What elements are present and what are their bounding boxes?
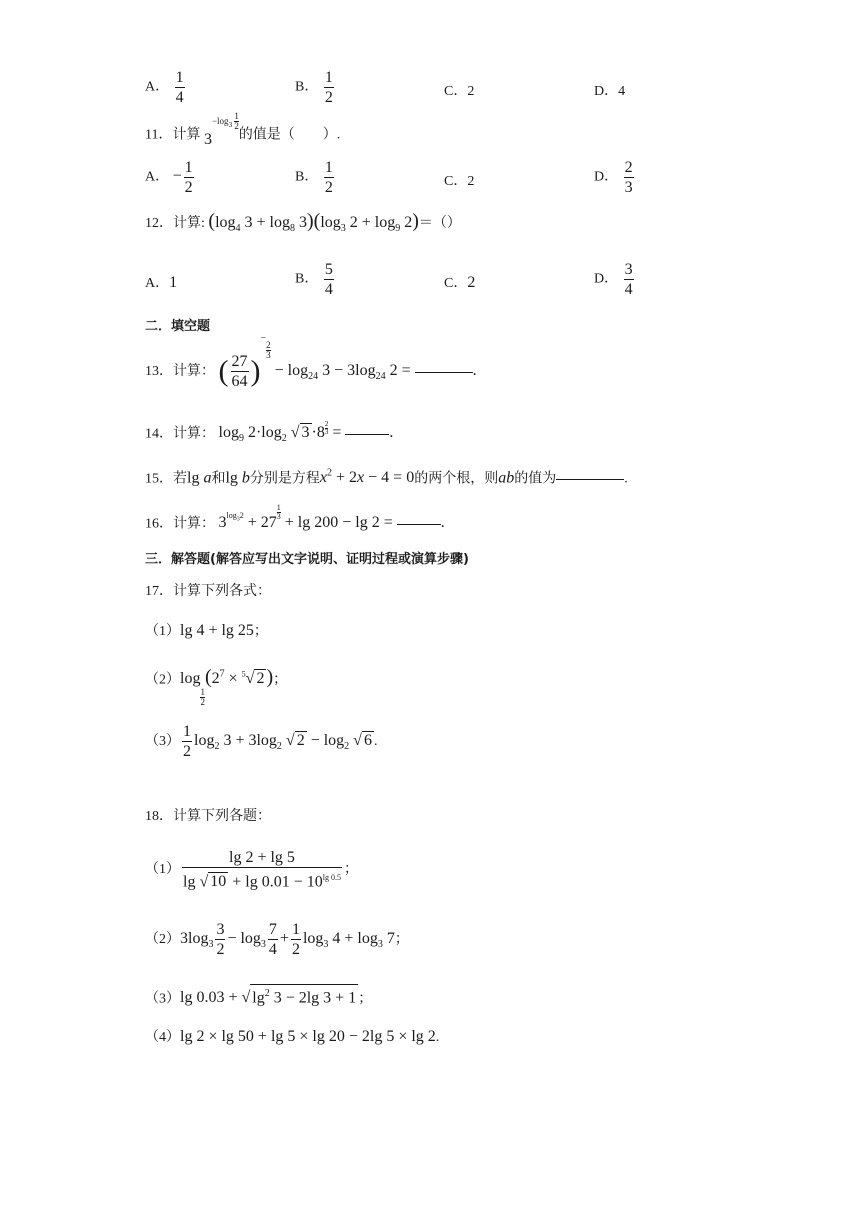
q12-option-a[interactable]: A．1 <box>145 274 178 291</box>
q11-option-a[interactable]: A． − $\frac{1}{2}$ <box>145 159 193 196</box>
q17-part-2: （2）log $_{\frac{1}{2}}$ ($2^7 \times ^5√$ 2 )； <box>145 666 288 707</box>
q11-d-value: $\frac{2}{3}$ <box>624 159 633 196</box>
q15-equation: $x^2 + 2x - 4 = 0$ <box>319 468 415 487</box>
q10-option-c[interactable]: C．2 <box>444 84 475 99</box>
q10-option-b[interactable]: B． $\frac{1}{2}$ <box>295 69 333 106</box>
q10-a-value: $\frac{1}{4}$ <box>175 69 184 106</box>
q10-option-a[interactable]: A． $\frac{1}{4}$ <box>145 69 184 106</box>
q18-part-1: （1） $\frac{\lg 2 + \lg 5}{\lg √ 10 + \lg 0.01 - 10^{lg 0.5}}$ ； <box>145 849 358 891</box>
q18-part-3: （3）lg 0.03 + √ $\lg^2 3 - 2\lg$ 3 + 1 ； <box>145 984 372 1008</box>
section-solution-title: 三．解答题(解答应写出文字说明、证明过程或演算步骤) <box>145 552 469 567</box>
q10-option-d[interactable]: D．4 <box>594 84 626 99</box>
q12-expression: ($\log_4$ $3 + \log_8 3)(\log_3$ $2 + \log_9 2$) <box>208 210 419 235</box>
q18-part-4: （4）lg 2 × lg 50 + lg 5 × lg 20 − 2lg 5 × lg 2. <box>145 1028 440 1045</box>
question-11: 11．计算 $3^{-log_3 \frac{1}{2}}$ 的值是（ ）. <box>145 111 341 149</box>
q10-b-value: $\frac{1}{2}$ <box>324 69 333 106</box>
q12-option-c[interactable]: C．2 <box>444 274 476 291</box>
q12-d-value: $\frac{3}{4}$ <box>624 261 633 298</box>
q14-expression: $\log_9 2\cdot\log_2$ √ 3 ·8 $^{\frac{2}{3}}$ = . <box>218 420 394 445</box>
q12-option-d[interactable]: D． $\frac{3}{4}$ <box>594 261 633 298</box>
section-fill-in-title: 二．填空题 <box>145 319 211 334</box>
q11-a-value: $\frac{1}{2}$ <box>184 159 193 196</box>
question-13: 13．计算： ( $\frac{27}{64}$ )$^{- \frac{2}{3}}$ − $\log_{24} 3 - 3\log_{24}$ 2 = . <box>145 332 477 390</box>
question-14: 14．计算： $\log_9 2\cdot\log_2$ √ 3 ·8 $^{\frac{2}{3}}$ = . <box>145 420 394 445</box>
q17-part-3: （3） $\frac{1}{2}$ $\log_2 3 + 3\log_2$ √ $2 - \log_2$ √ 6 . <box>145 723 378 760</box>
q11-option-c[interactable]: C．2 <box>444 174 475 189</box>
q11-b-value: $\frac{1}{2}$ <box>324 159 333 196</box>
question-12: 12．计算: ($\log_4$ $3 + \log_8 3)(\log_3$ $2 + \log_9 2)=()$ <box>145 210 461 235</box>
q11-expression: $3^{-log_3 \frac{1}{2}}$ <box>203 111 239 149</box>
question-15: 15．若lg a和lg b分别是方程$x^2 + 2x - 4 = 0$的两个根，则ab的值为 . <box>145 468 628 487</box>
question-18: 18．计算下列各题： <box>145 809 271 824</box>
q13-expression: ( $\frac{27}{64}$ )$^{- \frac{2}{3}}$ − $\log_{24} 3 - 3\log_{24}$ 2 = . <box>218 332 477 390</box>
q12-option-b[interactable]: B． $\frac{5}{4}$ <box>295 261 333 298</box>
question-16: 16．计算： $3^{log_32} + 27$ $^{\frac{1}{3}}$ + lg 200 − lg 2 = . <box>145 503 445 532</box>
q17-part-1: （1）lg 4 + lg 25； <box>145 622 268 639</box>
q12-b-value: $\frac{5}{4}$ <box>324 261 333 298</box>
q18-part-2: $(2)3\log_3$ $\frac{3}{2}$ − $\log_3$ $\frac{7}{4}$ + $\frac{1}{2}$ $\log_3 4 + \log_3 7$； <box>145 921 409 958</box>
q16-expression: $3^{log_32} + 27$ $^{\frac{1}{3}}$ + lg 200 − lg 2 = . <box>218 503 445 532</box>
question-17: 17．计算下列各式： <box>145 584 271 599</box>
q11-option-b[interactable]: B． $\frac{1}{2}$ <box>295 159 333 196</box>
q11-option-d[interactable]: D． $\frac{2}{3}$ <box>594 159 633 196</box>
